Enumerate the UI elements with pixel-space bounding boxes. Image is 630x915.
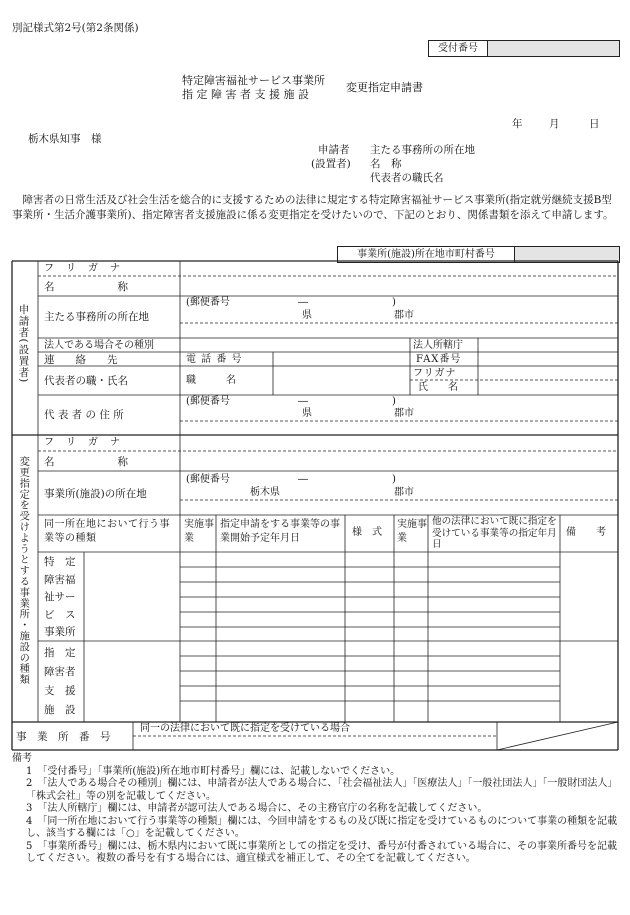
addressee: 栃木県知事 様 [28, 133, 102, 145]
intro-text: 障害者の日常生活及び社会生活を総合的に支援するための法律に規定する特定障害福祉サービス事業所(指定就労継続支援B型事業所・生活介護事業所)、指定障害者支援施設に係る変更指定を受けたいので、下記のとおり、関係書類を添えて申請します。 [12, 194, 614, 222]
s1-rep-district: 郡市 [394, 408, 414, 419]
s1-rep-postal-close: ) [392, 396, 396, 407]
section2-side-label: 変更指定を受けようとする事業所・施設の種類 [17, 456, 30, 685]
title-line2: 指 定 障 害 者 支 援 施 設 [182, 88, 309, 101]
s2-postal: (郵便番号 [186, 474, 230, 485]
applicant-representative: 代表者の職氏名 [370, 172, 444, 184]
s1-postal-close: ) [392, 297, 396, 308]
note-item: 4 「同一所在地において行う事業等の種類」欄には、今回申請をするもの及び既に指定を受けているものについて事業の種類を記載し、該当する欄には「○」を記載してください。 [26, 815, 618, 839]
s2-district: 郡市 [394, 487, 414, 498]
title-line1: 特定障害福祉サービス事業所 [182, 74, 325, 87]
col-same-location: 同一所在地において行う事業等の種類 [44, 519, 170, 544]
group1-line: 祉サー [44, 591, 76, 604]
group1-line: ビ ス [44, 608, 76, 621]
s1-main-office-label: 主たる事務所の所在地 [44, 311, 149, 323]
group2-line: 支 援 [44, 685, 76, 697]
reception-number-label: 受付番号 [429, 41, 488, 56]
applicant-name: 名 称 [370, 158, 402, 170]
note-item: 5 「事業所番号」欄には、栃木県内において既に事業所としての指定を受け、番号が付番されている場合に、その事業所番号を記載してください。複数の番号を有する場合には、適宜様式を補正して、その全てを記載してください。 [26, 840, 617, 864]
s1-title-label: 職 名 [186, 375, 236, 386]
s1-furigana-label: フ リ ガ ナ [44, 263, 121, 274]
s1-prefecture: 県 [302, 310, 312, 321]
office-number-label: 事 業 所 番 号 [16, 731, 111, 743]
col-implement-1: 実施事業 [184, 519, 214, 544]
group1-line: 事業所 [44, 626, 76, 639]
s1-postal: (郵便番号 [186, 297, 230, 308]
s2-location-label: 事業所(施設)の所在地 [44, 488, 147, 500]
group2-line: 施 設 [44, 704, 76, 716]
s1-postal-dash: ― [298, 297, 308, 308]
group1-line: 特 定 [44, 556, 76, 568]
installer-label: (設置者) [311, 158, 351, 170]
note-item: 3 「法人所轄庁」欄には、申請者が認可法人である場合に、その主務官庁の名称を記載してください。 [26, 803, 488, 814]
s1-rep-postal-dash: ― [298, 396, 308, 407]
s1-rep-title-name-label: 代表者の職・氏名 [44, 375, 128, 387]
group2-line: 指 定 [44, 647, 76, 659]
col-start-date: 指定申請をする事業等の事業開始予定年月日 [220, 519, 340, 544]
s2-name-label: 名 称 [44, 456, 128, 468]
s1-person-name-label: 氏 名 [418, 382, 458, 393]
date-year: 年 [512, 118, 523, 130]
s1-phone-label: 電 話 番 号 [186, 354, 243, 365]
group2-line: 障害者 [44, 666, 76, 678]
col-form: 様 式 [352, 527, 382, 538]
s2-postal-dash: ― [298, 474, 308, 485]
s1-rep-address-label: 代 表 者 の 住 所 [44, 409, 124, 421]
group-specific-service-label [44, 554, 76, 642]
s1-contact-label: 連 絡 先 [44, 354, 118, 366]
s1-corp-type-label: 法人である場合その種別 [44, 340, 154, 351]
s2-postal-close: ) [392, 474, 396, 485]
section1-side-label: 申請者(設置者) [17, 304, 30, 384]
notes-heading: 備考 [12, 753, 32, 764]
s2-furigana-label: フ リ ガ ナ [44, 437, 121, 448]
same-law-note: 同一の法律において既に指定を受けている場合 [140, 723, 350, 734]
date-day: 日 [589, 118, 600, 130]
s1-rep-postal: (郵便番号 [186, 396, 230, 407]
s1-rep-prefecture: 県 [302, 408, 312, 419]
s1-fax-label: FAX番号 [416, 354, 462, 365]
s2-prefecture: 栃木県 [250, 487, 280, 498]
notes [12, 753, 618, 866]
note-item: 2 「法人である場合その種別」欄には、申請者が法人である場合に、「社会福祉法人」「医療法人」「一般社団法人」「一般財団法人」「株式会社」等の別を記載してください。 [26, 778, 618, 802]
form-label: 別記様式第2号(第2条関係) [12, 22, 139, 34]
s1-district: 郡市 [394, 310, 414, 321]
note-item: 1 「受付番号」「事業所(施設)所在地市町村番号」欄には、記載しないでください。 [26, 765, 401, 777]
col-implement-2: 実施事業 [397, 519, 427, 544]
s1-corp-authority-label: 法人所轄庁 [413, 340, 463, 351]
s1-name-label: 名 称 [44, 281, 128, 293]
group-support-facility-label [44, 644, 76, 720]
municipality-number-label: 事業所(施設)所在地市町村番号 [338, 247, 515, 262]
applicant-label: 申請者 [318, 144, 350, 156]
s1-furigana-small-label: フリガナ [413, 368, 457, 379]
group1-line: 障害福 [44, 573, 76, 586]
title-suffix: 変更指定申請書 [346, 81, 423, 94]
date-month: 月 [549, 118, 560, 130]
applicant-office-address: 主たる事務所の所在地 [370, 144, 475, 156]
col-remarks: 備 考 [566, 527, 606, 538]
col-other-law: 他の法律において既に指定を受けている事業等の指定年月日 [432, 516, 557, 551]
